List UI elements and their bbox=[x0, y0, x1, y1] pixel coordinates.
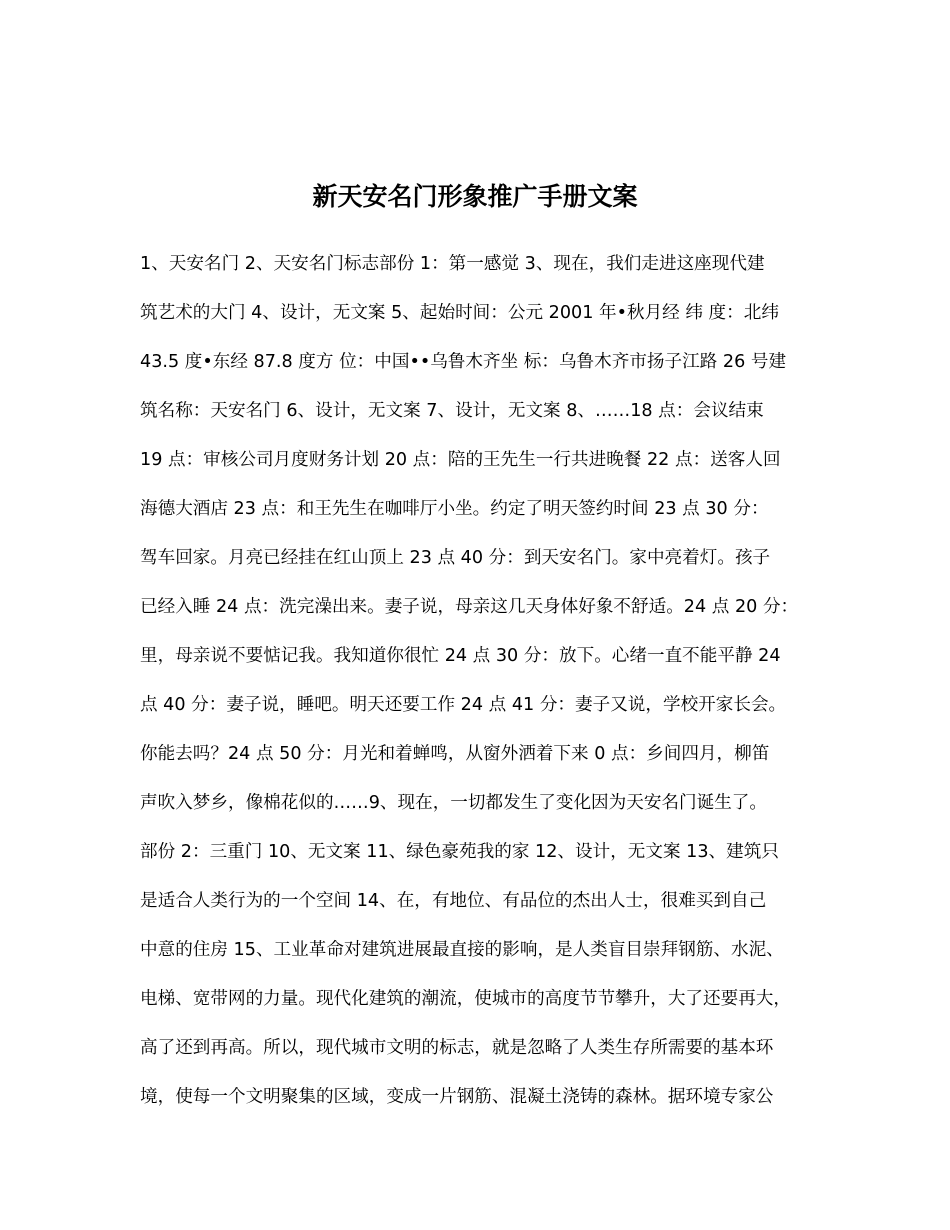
body-line: 1、天安名门 2、天安名门标志部份 1：第一感觉 3、现在，我们走进这座现代建 bbox=[140, 254, 765, 274]
body-line: 高了还到再高。所以，现代城市文明的标志，就是忽略了人类生存所需要的基本环 bbox=[140, 1038, 774, 1058]
body-line: 是适合人类行为的一个空间 14、在，有地位、有品位的杰出人士，很难买到自己 bbox=[140, 891, 767, 911]
body-line: 声吹入梦乡，像棉花似的……9、现在，一切都发生了变化因为天安名门诞生了。 bbox=[140, 793, 767, 813]
body-line: 筑艺术的大门 4、设计，无文案 5、起始时间：公元 2001 年•秋月经 纬 度：北纬 bbox=[140, 303, 779, 323]
body-line: 部份 2：三重门 10、无文案 11、绿色豪苑我的家 12、设计，无文案 13、建筑只 bbox=[140, 842, 779, 862]
body-line: 电梯、宽带网的力量。现代化建筑的潮流，使城市的高度节节攀升，大了还要再大， bbox=[140, 989, 791, 1009]
body-line: 中意的住房 15、工业革命对建筑进展最直接的影响，是人类盲目崇拜钢筋、水泥、 bbox=[140, 940, 784, 960]
body-line: 已经入睡 24 点：洗完澡出来。妻子说，母亲这几天身体好象不舒适。24 点 20 分： bbox=[140, 597, 799, 617]
body-line: 里，母亲说不要惦记我。我知道你很忙 24 点 30 分：放下。心绪一直不能平静 24 bbox=[140, 646, 781, 666]
body-line: 境，使每一个文明聚集的区域，变成一片钢筋、混凝土浇铸的森林。据环境专家公 bbox=[140, 1087, 774, 1107]
body-line: 19 点：审核公司月度财务计划 20 点：陪的王先生一行共进晚餐 22 点：送客人回 bbox=[140, 450, 781, 470]
document-body bbox=[140, 244, 840, 1126]
body-line: 点 40 分：妻子说，睡吧。明天还要工作 24 点 41 分：妻子又说，学校开家长会。 bbox=[140, 695, 787, 715]
body-line: 海德大酒店 23 点：和王先生在咖啡厅小坐。约定了明天签约时间 23 点 30 分： bbox=[140, 499, 769, 519]
document-title: 新天安名门形象推广手册文案 bbox=[312, 182, 638, 211]
body-line: 43.5 度•东经 87.8 度方 位：中国••乌鲁木齐坐 标：乌鲁木齐市扬子江路 26 号建 bbox=[140, 352, 787, 372]
body-line: 你能去吗？24 点 50 分：月光和着蝉鸣，从窗外洒着下来 0 点：乡间四月，柳笛 bbox=[140, 744, 770, 764]
body-line: 筑名称：天安名门 6、设计，无文案 7、设计，无文案 8、……18 点：会议结束 bbox=[140, 401, 764, 421]
body-line: 驾车回家。月亮已经挂在红山顶上 23 点 40 分：到天安名门。家中亮着灯。孩子 bbox=[140, 548, 771, 568]
